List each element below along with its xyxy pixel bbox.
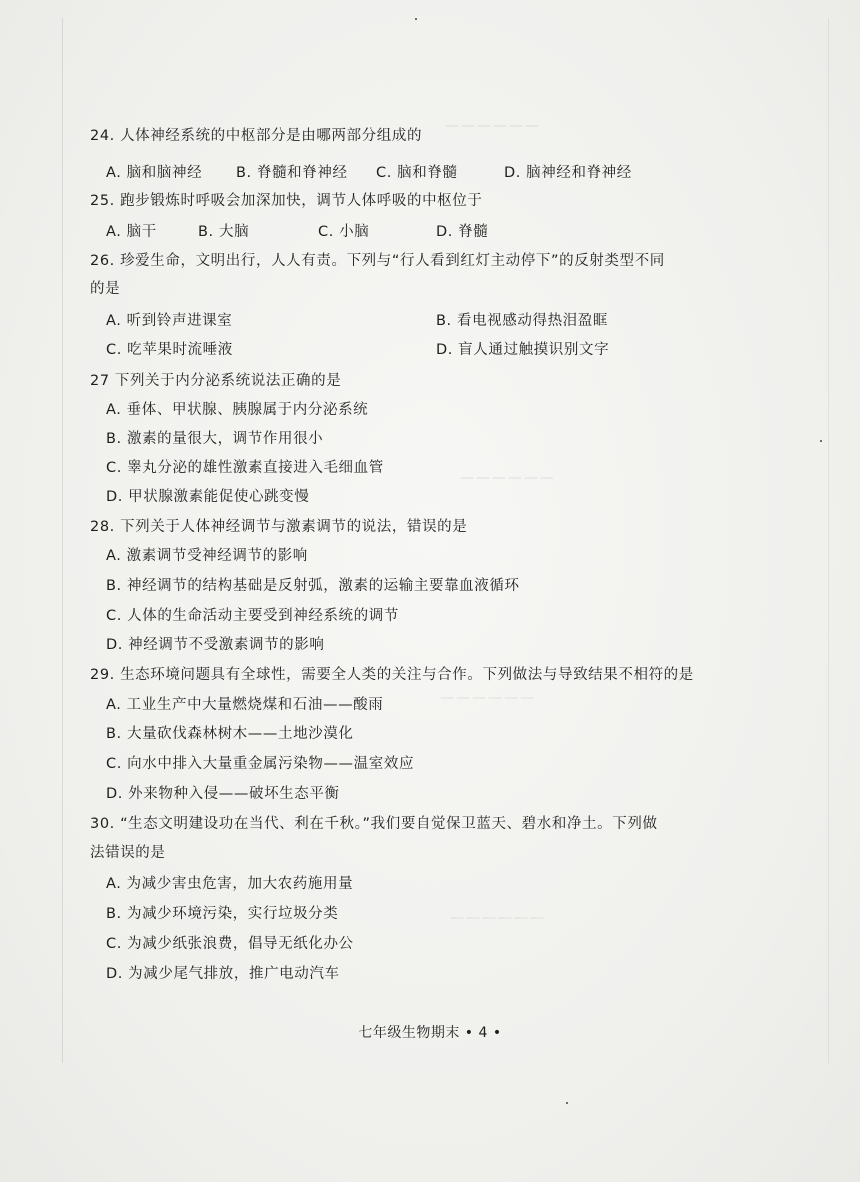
question-29-option-a: A. 工业生产中大量燃烧煤和石油——酸雨 [106, 697, 384, 713]
question-25-option-b: B. 大脑 [198, 224, 250, 240]
question-29-option-b: B. 大量砍伐森林树木——土地沙漠化 [106, 726, 354, 742]
question-28-option-b: B. 神经调节的结构基础是反射弧，激素的运输主要靠血液循环 [106, 578, 520, 594]
question-26-stem-line2: 的是 [90, 281, 121, 297]
question-24-option-b: B. 脊髓和脊神经 [236, 165, 348, 181]
question-27-option-b: B. 激素的量很大，调节作用很小 [106, 431, 324, 447]
question-29-option-d: D. 外来物种入侵——破坏生态平衡 [106, 786, 340, 802]
question-28-option-c: C. 人体的生命活动主要受到神经系统的调节 [106, 608, 399, 624]
bleed-through: —————— [460, 470, 556, 486]
question-28-option-a: A. 激素调节受神经调节的影响 [106, 548, 308, 564]
question-30-stem-line2: 法错误的是 [90, 845, 166, 861]
question-26-option-b: B. 看电视感动得热泪盈眶 [436, 313, 608, 329]
question-24-stem: 24. 人体神经系统的中枢部分是由哪两部分组成的 [90, 128, 423, 144]
question-30-option-a: A. 为减少害虫危害，加大农药施用量 [106, 876, 354, 892]
scan-speck [566, 1102, 568, 1104]
question-26-option-d: D. 盲人通过触摸识别文字 [436, 342, 610, 358]
question-30-option-b: B. 为减少环境污染，实行垃圾分类 [106, 906, 339, 922]
question-24-option-a: A. 脑和脑神经 [106, 165, 203, 181]
question-27-stem: 27 下列关于内分泌系统说法正确的是 [90, 373, 342, 389]
question-25-option-a: A. 脑干 [106, 224, 157, 240]
question-26-option-c: C. 吃苹果时流唾液 [106, 342, 233, 358]
question-30-stem-line1: 30. “生态文明建设功在当代、利在千秋。”我们要自觉保卫蓝天、碧水和净土。下列做 [90, 816, 658, 832]
question-27-option-a: A. 垂体、甲状腺、胰腺属于内分泌系统 [106, 402, 369, 418]
question-26-option-a: A. 听到铃声进课室 [106, 313, 233, 329]
page-footer: 七年级生物期末 • 4 • [358, 1025, 502, 1041]
bleed-through: —————— [450, 910, 546, 926]
question-25-option-d: D. 脊髓 [436, 224, 489, 240]
bleed-through: —————— [445, 118, 541, 134]
question-24-option-d: D. 脑神经和脊神经 [504, 165, 632, 181]
question-30-option-c: C. 为减少纸张浪费，倡导无纸化办公 [106, 936, 354, 952]
question-29-stem: 29. 生态环境问题具有全球性，需要全人类的关注与合作。下列做法与导致结果不相符的是 [90, 667, 694, 683]
bleed-through: —————— [440, 690, 536, 706]
question-26-stem-line1: 26. 珍爱生命，文明出行，人人有责。下列与“行人看到红灯主动停下”的反射类型不同 [90, 253, 665, 269]
question-30-option-d: D. 为减少尾气排放，推广电动汽车 [106, 966, 340, 982]
question-27-option-d: D. 甲状腺激素能促使心跳变慢 [106, 489, 310, 505]
question-24-option-c: C. 脑和脊髓 [376, 165, 458, 181]
question-27-option-c: C. 睾丸分泌的雄性激素直接进入毛细血管 [106, 460, 384, 476]
scan-speck [415, 18, 417, 20]
question-25-option-c: C. 小脑 [318, 224, 370, 240]
scan-speck [820, 440, 822, 442]
question-29-option-c: C. 向水中排入大量重金属污染物——温室效应 [106, 756, 415, 772]
question-28-stem: 28. 下列关于人体神经调节与激素调节的说法，错误的是 [90, 519, 468, 535]
question-25-stem: 25. 跑步锻炼时呼吸会加深加快，调节人体呼吸的中枢位于 [90, 193, 483, 209]
question-28-option-d: D. 神经调节不受激素调节的影响 [106, 637, 325, 653]
